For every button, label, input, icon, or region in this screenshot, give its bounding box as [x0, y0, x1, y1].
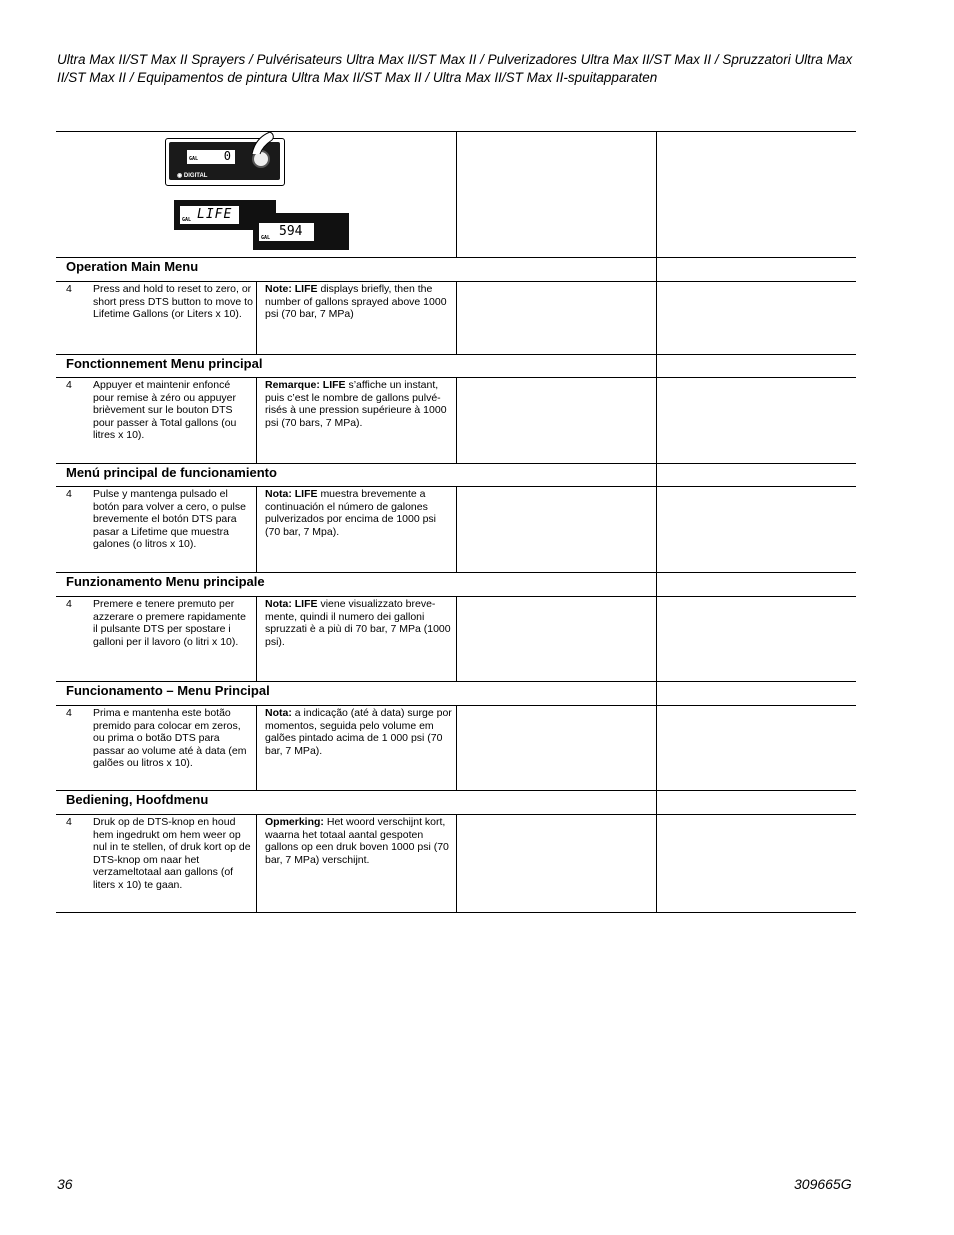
- column-divider: [256, 486, 257, 572]
- section-title: Bediening, Hoofdmenu: [66, 792, 209, 807]
- column-divider: [256, 596, 257, 681]
- section-rule: [56, 572, 856, 573]
- page-number: 36: [57, 1176, 73, 1192]
- column-divider: [656, 131, 657, 912]
- column-divider: [456, 281, 457, 354]
- section-title: Fonctionnement Menu principal: [66, 356, 263, 371]
- column-divider: [456, 705, 457, 790]
- step-text: Premere e tenere premuto per azzerare o premere rapidamente il pulsante DTS per spostare i galloni per il lavoro (o litri x 10).: [93, 598, 246, 648]
- note: Remarque: LIFE s’affiche un instant, puis c’est le nombre de gallons pulvé-risés à une pression supérieure à 1000 psi (70 bars, 7 MPa).: [265, 379, 447, 429]
- column-divider: [256, 814, 257, 912]
- step-text: Prima e mantenha este botão premido para colocar em zeros, ou prima o botão DTS para passar ao volume até à data (em galões ou litros x 10).: [93, 707, 247, 769]
- step-text: Press and hold to reset to zero, or short press DTS button to move to Lifetime Gallons (or Liters x 10).: [93, 283, 253, 320]
- lcd-display: GAL 0: [187, 150, 235, 164]
- brand-label: ◉ DIGITAL: [177, 173, 208, 179]
- column-divider: [456, 486, 457, 572]
- note: Nota: LIFE muestra brevemente a continuación el número de galones pulverizados por encima de 1000 psi (70 bar, 7 Mpa).: [265, 488, 437, 538]
- column-divider: [456, 377, 457, 463]
- finger-press-icon: [248, 130, 278, 156]
- column-divider: [456, 131, 457, 257]
- step-text: Pulse y mantenga pulsado el botón para volver a cero, o pulse brevemente el botón DTS para pasar a Lifetime que muestra galones (o litros x 10).: [93, 488, 246, 550]
- note: Note: LIFE displays briefly, then the number of gallons sprayed above 1000 psi (70 bar, 7 MPa): [265, 283, 447, 320]
- column-divider: [256, 705, 257, 790]
- document-number: 309665G: [794, 1176, 852, 1192]
- note: Opmerking: Het woord verschijnt kort, waarna het totaal aantal gespoten gallons op een druk boven 1000 psi (70 bar, 7 MPa) verschijnt.: [265, 816, 449, 866]
- section-rule: [56, 257, 856, 258]
- section-rule: [56, 463, 856, 464]
- section-title: Menú principal de funcionamiento: [66, 465, 277, 480]
- section-rule: [56, 354, 856, 355]
- step-number: 4: [66, 598, 72, 610]
- section-title: Funcionamento – Menu Principal: [66, 683, 270, 698]
- table-bottom-rule: [56, 912, 856, 913]
- step-number: 4: [66, 816, 72, 828]
- column-divider: [456, 814, 457, 912]
- step-text: Druk op de DTS-knop en houd hem ingedrukt om hem weer op nul in te stellen, of druk kort op de DTS-knop om naar het verzameltotaal aan gallons (of liters x 10) te gaan.: [93, 816, 251, 891]
- column-divider: [256, 377, 257, 463]
- section-rule: [56, 790, 856, 791]
- step-number: 4: [66, 488, 72, 500]
- step-number: 4: [66, 379, 72, 391]
- lcd-panel-total: [253, 213, 349, 250]
- section-title: Funzionamento Menu principale: [66, 574, 265, 589]
- page-header: Ultra Max II/ST Max II Sprayers / Pulvérisateurs Ultra Max II/ST Max II / Pulverizadores Ultra Max II/ST Max II / Spruzzatori Ultra Max II/ST Max II / Equipamentos de pintura Ultra Max II/ST Max II / Ultra Max II/ST Max II-spuitapparaten: [57, 52, 853, 85]
- step-number: 4: [66, 283, 72, 295]
- note: Nota: a indicação (até à data) surge por momentos, seguida pelo volume em galões pintado acima de 1 000 psi (70 bar, 7 MPa).: [265, 707, 452, 757]
- lcd-display: GAL 594: [259, 223, 314, 241]
- column-divider: [456, 596, 457, 681]
- step-number: 4: [66, 707, 72, 719]
- step-text: Appuyer et maintenir enfoncé pour remise à zéro ou appuyer brièvement sur le bouton DTS pour passer à Total gallons (ou litres x 10).: [93, 379, 237, 441]
- section-rule: [56, 681, 856, 682]
- lcd-display: GAL LIFE: [180, 206, 239, 224]
- section-title: Operation Main Menu: [66, 259, 199, 274]
- note: Nota: LIFE viene visualizzato breve-mente, quindi il numero dei galloni spruzzati è a più di 70 bar, 7 MPa (1000 psi).: [265, 598, 451, 648]
- logo-icon: ◉: [177, 173, 184, 179]
- column-divider: [256, 281, 257, 354]
